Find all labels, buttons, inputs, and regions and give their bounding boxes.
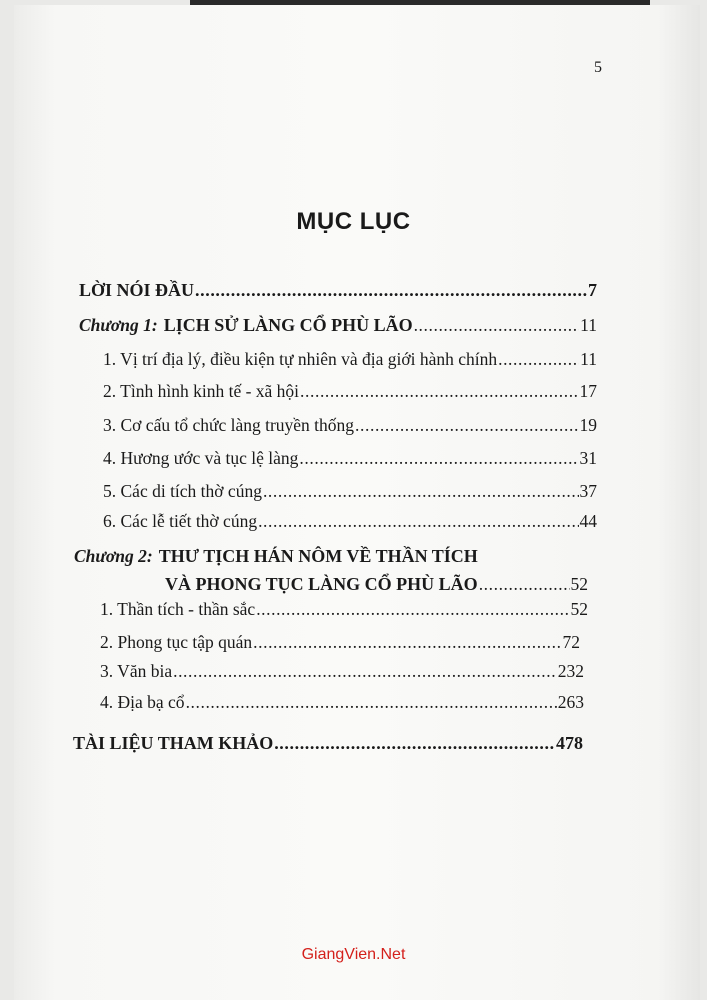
toc-entry-label: LỜI NÓI ĐẦU — [79, 280, 195, 300]
toc-item-1-2[interactable] — [103, 381, 597, 402]
toc-entry-label: 2. Phong tục tập quán — [100, 632, 253, 652]
toc-item-1-5[interactable] — [103, 481, 597, 502]
dot-leader — [173, 661, 557, 682]
toc-item-2-3[interactable] — [100, 661, 584, 682]
dot-leader — [258, 511, 578, 532]
toc-entry-page: 52 — [570, 574, 588, 594]
chapter-title-line1: THƯ TỊCH HÁN NÔM VỀ THẦN TÍCH — [158, 546, 478, 566]
toc-entry-label: 1. Thần tích - thần sắc — [100, 599, 256, 619]
watermark-link[interactable]: GiangVien.Net — [301, 946, 406, 963]
dot-leader — [256, 599, 569, 620]
page-number: 5 — [594, 59, 602, 76]
dot-leader — [414, 315, 580, 336]
toc-entry-page: 11 — [580, 349, 597, 369]
toc-entry-page: 72 — [562, 632, 580, 652]
toc-entry-label: 3. Cơ cấu tổ chức làng truyền thống — [103, 415, 355, 435]
dot-leader — [195, 280, 587, 301]
toc-chapter-1[interactable] — [79, 315, 597, 336]
toc-entry-page: 44 — [579, 511, 597, 531]
toc-item-2-4[interactable] — [100, 692, 584, 713]
dot-leader — [186, 692, 557, 713]
toc-entry-label: 5. Các di tích thờ cúng — [103, 481, 262, 501]
toc-entry-page: 232 — [557, 661, 584, 681]
toc-item-2-2[interactable] — [100, 632, 580, 653]
toc-entry-page: 19 — [579, 415, 597, 435]
dot-leader — [263, 481, 579, 502]
toc-entry-label: 4. Hương ước và tục lệ làng — [103, 448, 299, 468]
toc-entry-page: 478 — [556, 733, 583, 753]
chapter-title: LỊCH SỬ LÀNG CỔ PHÙ LÃO — [163, 315, 413, 335]
toc-item-1-6[interactable] — [103, 511, 597, 532]
toc-item-1-3[interactable] — [103, 415, 597, 436]
toc-entry-page: 17 — [579, 381, 597, 401]
toc-entry-label: 2. Tình hình kinh tế - xã hội — [103, 381, 300, 401]
toc-entry-page: 52 — [570, 599, 588, 619]
toc-entry-label: 4. Địa bạ cổ — [100, 692, 185, 712]
toc-entry-label: 6. Các lễ tiết thờ cúng — [103, 511, 258, 531]
toc-entry-page: 263 — [557, 692, 584, 712]
toc-chapter-2-line2[interactable] — [165, 574, 588, 595]
toc-entry-label: TÀI LIỆU THAM KHẢO — [73, 733, 274, 753]
dot-leader — [479, 574, 570, 595]
toc-entry-page: 37 — [579, 481, 597, 501]
toc-item-1-1[interactable] — [103, 349, 597, 370]
toc-entry-page: 7 — [588, 280, 597, 300]
toc-item-1-4[interactable] — [103, 448, 597, 469]
chapter-prefix: Chương 1: — [79, 315, 158, 335]
dot-leader — [355, 415, 578, 436]
page-title: MỤC LỤC — [296, 208, 411, 235]
chapter-title-line2: VÀ PHONG TỤC LÀNG CỔ PHÙ LÃO — [165, 574, 478, 594]
toc-entry-page: 31 — [579, 448, 597, 468]
toc-entry-tai-lieu-tham-khao[interactable] — [73, 733, 583, 754]
dot-leader — [253, 632, 561, 653]
toc-chapter-2-line1[interactable] — [74, 546, 478, 567]
book-page — [14, 5, 700, 1000]
dot-leader — [274, 733, 555, 754]
toc-item-2-1[interactable] — [100, 599, 588, 620]
toc-entry-loi-noi-dau[interactable] — [79, 280, 597, 301]
dot-leader — [498, 349, 579, 370]
dot-leader — [299, 448, 578, 469]
dot-leader — [300, 381, 578, 402]
chapter-prefix: Chương 2: — [74, 546, 153, 566]
toc-entry-label: 3. Văn bia — [100, 661, 173, 681]
toc-entry-label: 1. Vị trí địa lý, điều kiện tự nhiên và địa giới hành chính — [103, 349, 498, 369]
toc-entry-page: 11 — [580, 315, 597, 335]
